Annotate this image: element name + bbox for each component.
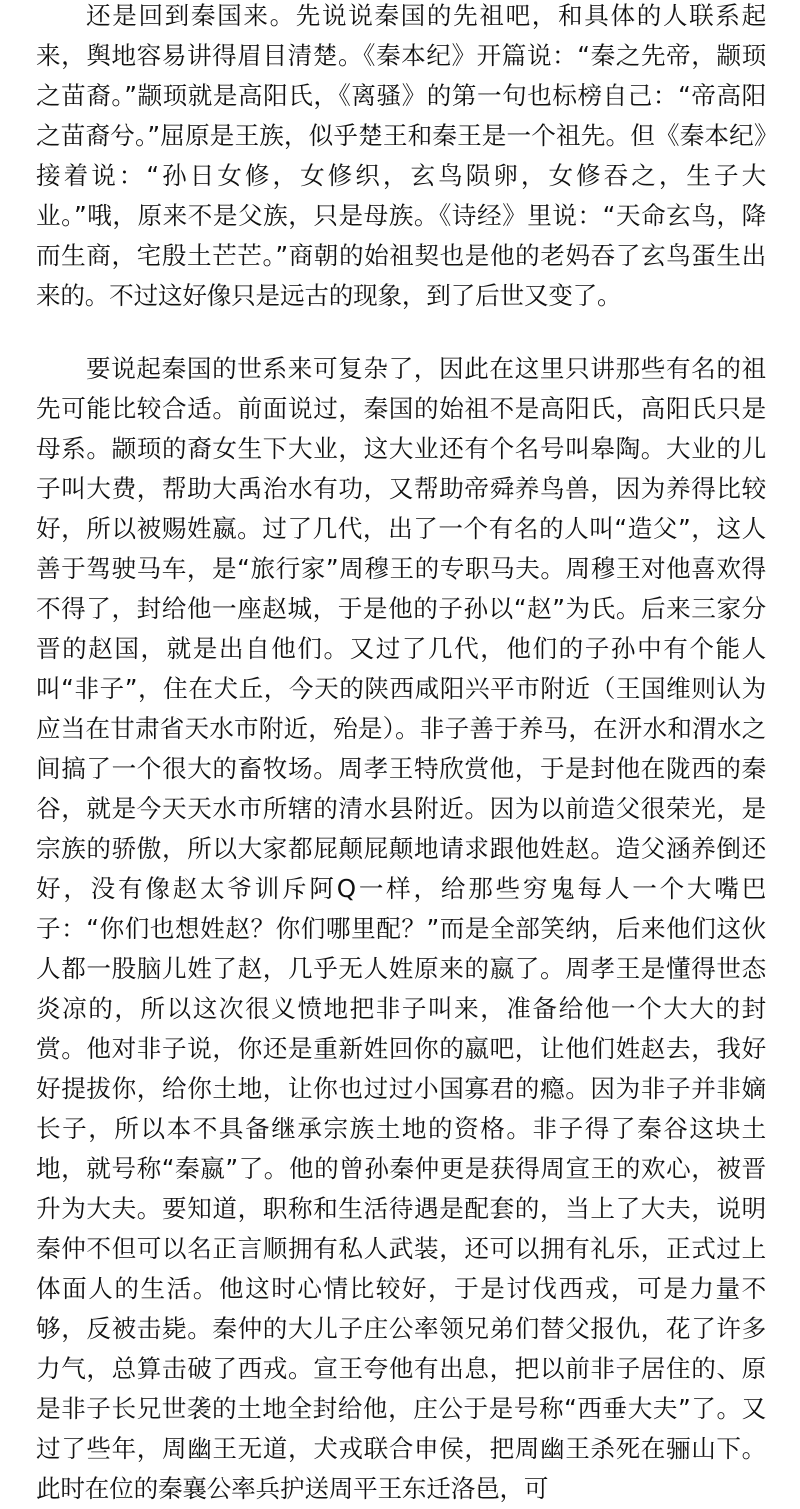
article-paragraph-2: 要说起秦国的世系来可复杂了，因此在这里只讲那些有名的祖先可能比较合适。前面说过，秦国的始祖不是高阳氏，高阳氏只是母系。颛顼的裔女生下大业，这大业还有个名号叫皋陶。大业的儿子叫大费，帮助大禹治水有功，又帮助帝舜养鸟兽，因为养得比较好，所以被赐姓嬴。过了几代，出了一个有名的人叫“造父”，这人善于驾驶马车，是“旅行家”周穆王的专职马夫。周穆王对他喜欢得不得了，封给他一座赵城，于是他的子孙以“赵”为氏。后来三家分晋的赵国，就是出自他们。又过了几代，他们的子孙中有个能人叫“非子”，住在犬丘，今天的陕西咸阳兴平市附近（王国维则认为应当在甘肃省天水市附近，殆是）。非子善于养马，在汧水和渭水之间搞了一个很大的畜牧场。周孝王特欣赏他，于是封他在陇西的秦谷，就是今天天水市所辖的清水县附近。因为以前造父很荣光，是宗族的骄傲，所以大家都屁颠屁颠地请求跟他姓赵。造父涵养倒还好，没有像赵太爷训斥阿Q一样，给那些穷鬼每人一个大嘴巴子：“你们也想姓赵？你们哪里配？”而是全部笑纳，后来他们这伙人都一股脑儿姓了赵，几乎无人姓原来的嬴了。周孝王是懂得世态炎凉的，所以这次很义愤地把非子叫来，准备给他一个大大的封赏。他对非子说，你还是重新姓回你的嬴吧，让他们姓赵去，我好好提拔你，给你土地，让你也过过小国寡君的瘾。因为非子并非嫡长子，所以本不具备继承宗族土地的资格。非子得了秦谷这块土地，就号称“秦嬴”了。他的曾孙秦仲更是获得周宣王的欢心，被晋升为大夫。要知道，职称和生活待遇是配套的，当上了大夫，说明秦仲不但可以名正言顺拥有私人武装，还可以拥有礼乐，正式过上体面人的生活。他这时心情比较好，于是讨伐西戎，可是力量不够，反被击毙。秦仲的大儿子庄公率领兄弟们替父报仇，花了许多力气，总算击破了西戎。宣王夸他有出息，把以前非子居住的、原是非子长兄世袭的土地全封给他，庄公于是号称“西垂大夫”了。又过了些年，周幽王无道，犬戎联合申侯，把周幽王杀死在骊山下。此时在位的秦襄公率兵护送周平王东迁洛邑，可: [36, 354, 766, 1503]
article-paragraph-1: 还是回到秦国来。先说说秦国的先祖吧，和具体的人联系起来，舆地容易讲得眉目清楚。《秦本纪》开篇说：“秦之先帝，颛顼之苗裔。”颛顼就是高阳氏，《离骚》的第一句也标榜自己：“帝高阳之苗裔兮。”屈原是王族，似乎楚王和秦王是一个祖先。但《秦本纪》接着说：“孙日女修，女修织，玄鸟陨卵，女修吞之，生子大业。”哦，原来不是父族，只是母族。《诗经》里说：“天命玄鸟，降而生商，宅殷土芒芒。”商朝的始祖契也是他的老妈吞了玄鸟蛋生出来的。不过这好像只是远古的现象，到了后世又变了。: [36, 1, 766, 310]
